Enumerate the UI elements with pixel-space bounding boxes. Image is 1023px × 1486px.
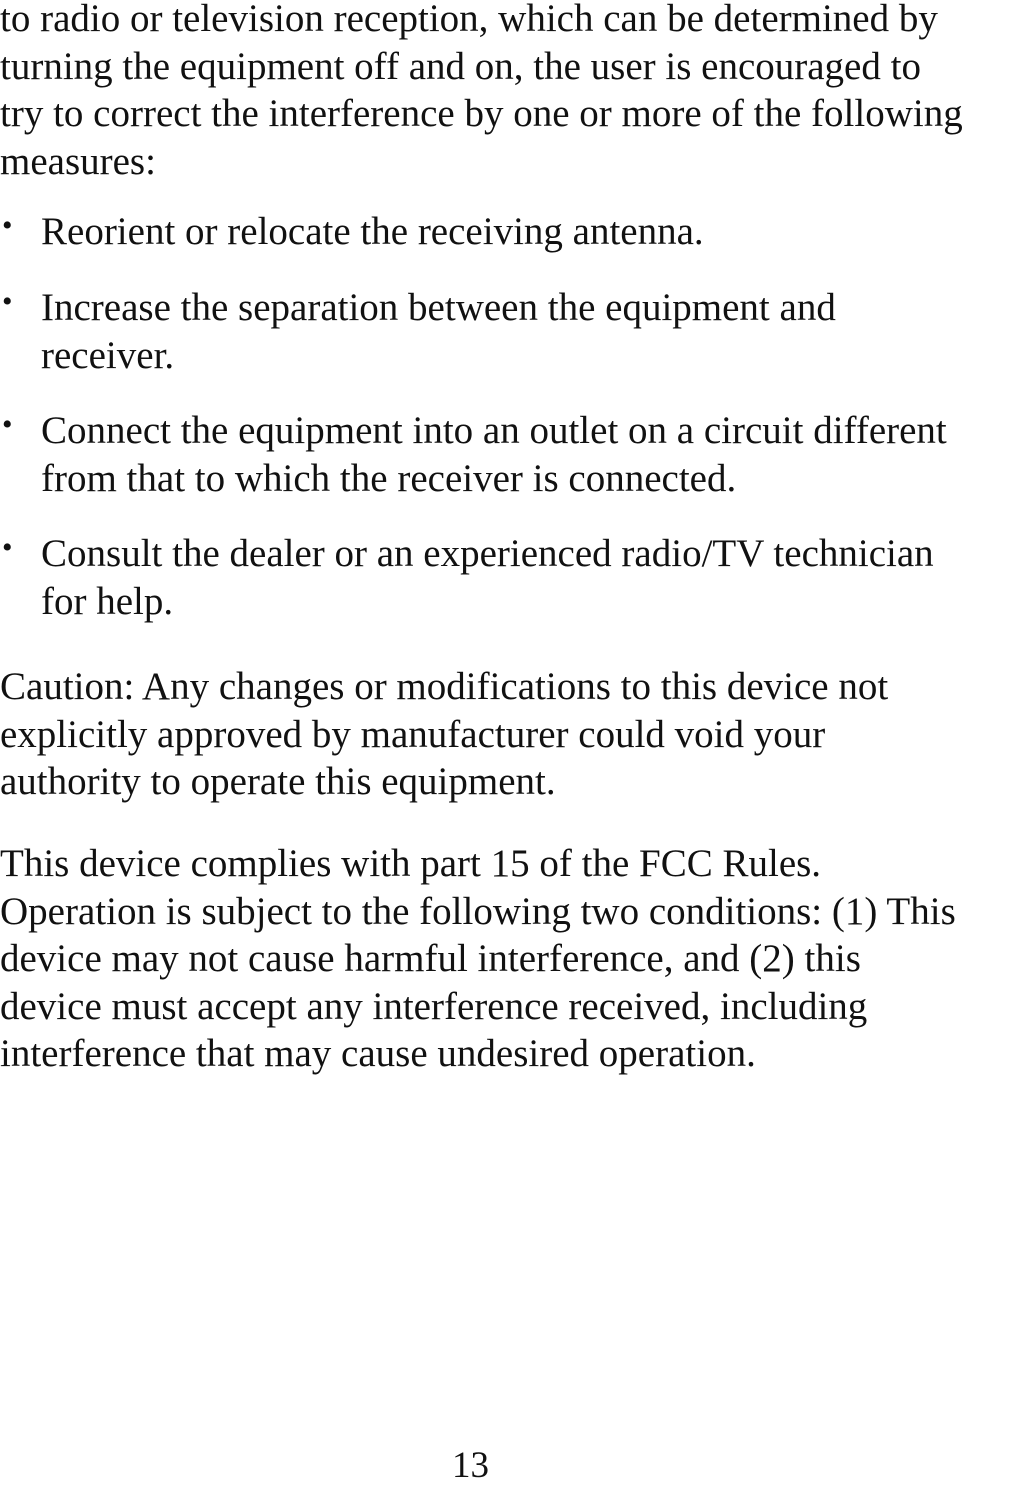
caution-paragraph — [0, 663, 888, 806]
intro-line: try to correct the interference by one or more of the following — [0, 92, 963, 135]
caution-line: Caution: Any changes or modifications to this device not — [0, 665, 889, 708]
measure-line: Reorient or relocate the receiving antenna. — [41, 210, 704, 253]
measure-text — [41, 208, 704, 256]
fcc-line: device may not cause harmful interference, and (2) this — [0, 937, 861, 980]
measure-line: for help. — [41, 579, 174, 623]
bullet-icon: • — [2, 408, 13, 441]
intro-line: measures: — [0, 139, 156, 183]
caution-line: explicitly approved by manufacturer could void your — [0, 712, 826, 756]
measure-text — [41, 407, 947, 502]
fcc-line: device must accept any interference received, including — [0, 984, 868, 1028]
caution-line: authority to operate this equipment. — [0, 760, 556, 803]
bullet-icon: • — [2, 531, 13, 564]
fcc-line: interference that may cause undesired operation. — [0, 1032, 756, 1075]
fcc-compliance-paragraph — [0, 840, 956, 1078]
measure-line: Consult the dealer or an experienced radio/TV technician — [41, 532, 934, 575]
intro-paragraph — [0, 0, 963, 185]
measure-text — [41, 530, 934, 625]
fcc-line: Operation is subject to the following two conditions: (1) This — [0, 889, 956, 933]
intro-line: to radio or television reception, which can be determined by — [0, 0, 938, 40]
measure-line: Connect the equipment into an outlet on a circuit different — [41, 409, 947, 452]
bullet-icon: • — [2, 285, 13, 318]
measure-line: from that to which the receiver is connected. — [41, 456, 737, 500]
bullet-icon: • — [2, 209, 13, 242]
measure-line: Increase the separation between the equipment and — [41, 286, 836, 329]
page-number: 13 — [452, 1445, 489, 1486]
fcc-line: This device complies with part 15 of the FCC Rules. — [0, 842, 822, 885]
measure-line: receiver. — [41, 333, 175, 377]
intro-line: turning the equipment off and on, the user is encouraged to — [0, 44, 921, 88]
measure-text — [41, 284, 836, 379]
